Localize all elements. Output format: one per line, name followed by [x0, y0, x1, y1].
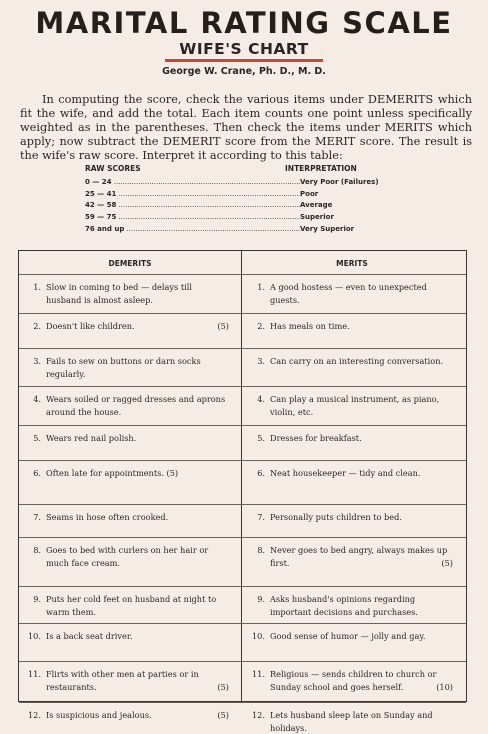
- item-text: Goes to bed with curlers on her hair or much face cream.: [46, 545, 209, 568]
- demerit-item: [21, 320, 229, 333]
- item-number: 3.: [33, 356, 41, 366]
- score-row: [85, 176, 405, 188]
- row-divider: [19, 313, 466, 314]
- item-weight: (5): [441, 557, 453, 568]
- score-rows: [85, 176, 405, 235]
- item-text: Doesn't like children.: [46, 321, 135, 331]
- chart-title: MARITAL RATING SCALE: [35, 6, 453, 40]
- score-interpretation: Poor: [300, 189, 319, 198]
- item-text-wrap: [270, 593, 453, 618]
- item-text-wrap: [270, 320, 453, 333]
- item-weight: (10): [436, 681, 453, 692]
- item-number: 2.: [33, 321, 41, 331]
- item-text: Often late for appointments. (5): [46, 468, 179, 478]
- item-text-wrap: [270, 355, 453, 368]
- demerit-item: [21, 467, 229, 480]
- demerit-item: [21, 281, 229, 306]
- demerit-item: [21, 432, 229, 445]
- item-text: Puts her cold feet on husband at night to warm them.: [46, 594, 217, 617]
- item-number: 10.: [27, 631, 41, 641]
- merit-item: [245, 630, 453, 643]
- item-text-wrap: [270, 467, 453, 480]
- item-text: Flirts with other men at parties or in restaurants.: [46, 669, 199, 692]
- item-text-wrap: [46, 668, 229, 693]
- demerit-item: [21, 544, 229, 569]
- item-number: 10.: [251, 631, 265, 641]
- demerit-item: [21, 355, 229, 380]
- merit-item: [245, 355, 453, 368]
- score-interpretation: Very Poor (Failures): [300, 177, 379, 186]
- item-number: 5.: [33, 433, 41, 443]
- item-text-wrap: [46, 281, 229, 306]
- item-number: 3.: [257, 356, 265, 366]
- item-text: Never goes to bed angry, always makes up first.: [270, 545, 448, 568]
- interpretation-header: INTERPRETATION: [285, 164, 357, 173]
- item-number: 5.: [257, 433, 265, 443]
- item-text: Has meals on time.: [270, 321, 350, 331]
- merit-item: [245, 668, 453, 693]
- item-text-wrap: [270, 511, 453, 524]
- item-text-wrap: [270, 432, 453, 445]
- item-weight: (5): [217, 681, 229, 692]
- item-text-wrap: [270, 668, 453, 693]
- item-number: 12.: [251, 710, 265, 720]
- item-text-wrap: [46, 393, 229, 418]
- item-text-wrap: [46, 355, 229, 380]
- demerit-item: [21, 593, 229, 618]
- demerit-item: [21, 511, 229, 524]
- item-text: Is a back seat driver.: [46, 631, 133, 641]
- score-table-header: [85, 164, 405, 176]
- item-text: Wears soiled or ragged dresses and aprons around the house.: [46, 394, 226, 417]
- score-interpretation: Very Superior: [300, 225, 355, 234]
- raw-scores-header: RAW SCORES: [85, 164, 141, 173]
- merit-item: [245, 511, 453, 524]
- rating-table: [18, 250, 467, 733]
- item-text-wrap: [46, 593, 229, 618]
- merit-item: [245, 709, 453, 734]
- demerit-item: [21, 709, 229, 722]
- item-text: Can play a musical instrument, as piano, violin, etc.: [270, 394, 440, 417]
- item-text: Lets husband sleep late on Sunday and holidays.: [270, 710, 433, 733]
- demerit-item: [21, 393, 229, 418]
- item-text: A good hostess — even to unexpected guests.: [270, 282, 427, 305]
- item-text: Good sense of humor — jolly and gay.: [270, 631, 426, 641]
- item-text-wrap: [46, 320, 229, 333]
- item-number: 8.: [33, 545, 41, 555]
- score-row: [85, 188, 405, 200]
- item-text: Personally puts children to bed.: [270, 512, 402, 522]
- item-number: 4.: [33, 394, 41, 404]
- item-number: 2.: [257, 321, 265, 331]
- item-text-wrap: [270, 630, 453, 643]
- score-interpretation: Average: [300, 201, 333, 210]
- score-range: 42 — 58 .....: [85, 201, 300, 209]
- item-number: 6.: [257, 468, 265, 478]
- score-row: [85, 200, 405, 212]
- item-text-wrap: [46, 432, 229, 445]
- item-weight: (5): [217, 321, 229, 331]
- item-number: 7.: [257, 512, 265, 522]
- item-number: 7.: [33, 512, 41, 522]
- demerits-header: DEMERITS: [108, 259, 152, 268]
- item-text-wrap: [270, 544, 453, 569]
- row-divider: [19, 504, 466, 505]
- row-divider: [19, 386, 466, 387]
- instructions-text: In computing the score, check the various items under DEMERITS which fit the wife, and add the total. Each item counts one point unless specifically weighted as in the parentheses. Then check the items under MERITS which apply; now subtract the DEMERIT score from the MERIT score. The result is the wife's raw score. Interpret it according to this table:: [20, 93, 472, 162]
- score-interpretation: Superior: [300, 213, 334, 222]
- item-number: 12.: [27, 710, 41, 720]
- row-divider: [19, 537, 466, 538]
- item-text: Neat housekeeper — tidy and clean.: [270, 468, 421, 478]
- row-divider: [19, 702, 466, 703]
- item-text-wrap: [46, 709, 229, 722]
- row-divider: [19, 348, 466, 349]
- item-text: Fails to sew on buttons or darn socks regularly.: [46, 356, 201, 379]
- item-number: 1.: [257, 282, 265, 292]
- author-line: George W. Crane, Ph. D., M. D.: [162, 66, 326, 77]
- row-divider: [19, 661, 466, 662]
- item-number: 4.: [257, 394, 265, 404]
- score-row: [85, 211, 405, 223]
- row-divider: [19, 586, 466, 587]
- row-divider: [19, 425, 466, 426]
- chart-subtitle: WIFE'S CHART: [179, 40, 309, 58]
- row-divider: [19, 460, 466, 461]
- demerit-item: [21, 668, 229, 693]
- merit-item: [245, 467, 453, 480]
- score-range: 0 — 24 .....: [85, 178, 300, 186]
- item-text-wrap: [270, 709, 453, 734]
- item-number: 9.: [257, 594, 265, 604]
- demerit-item: [21, 630, 229, 643]
- item-text-wrap: [46, 544, 229, 569]
- item-number: 11.: [27, 669, 41, 679]
- item-text: Religious — sends children to church or Sunday school and goes herself.: [270, 669, 437, 692]
- instructions: [20, 93, 472, 163]
- row-divider: [19, 623, 466, 624]
- item-number: 8.: [257, 545, 265, 555]
- merits-header: MERITS: [336, 259, 368, 268]
- item-text: Slow in coming to bed — delays till husband is almost asleep.: [46, 282, 192, 305]
- item-text: Wears red nail polish.: [46, 433, 137, 443]
- item-number: 6.: [33, 468, 41, 478]
- item-text-wrap: [270, 393, 453, 418]
- item-number: 1.: [33, 282, 41, 292]
- merit-item: [245, 593, 453, 618]
- score-range: 59 — 75 .....: [85, 213, 300, 221]
- item-text: Asks husband's opinions regarding important decisions and purchases.: [270, 594, 418, 617]
- merit-item: [245, 281, 453, 306]
- merit-item: [245, 432, 453, 445]
- item-text-wrap: [46, 630, 229, 643]
- item-text: Can carry on an interesting conversation.: [270, 356, 444, 366]
- item-number: 9.: [33, 594, 41, 604]
- merit-item: [245, 393, 453, 418]
- item-text-wrap: [46, 467, 229, 480]
- item-text-wrap: [270, 281, 453, 306]
- subtitle-underline: [165, 59, 323, 62]
- item-number: 11.: [251, 669, 265, 679]
- item-text: Dresses for breakfast.: [270, 433, 362, 443]
- merit-item: [245, 544, 453, 569]
- score-range: 25 — 41 .....: [85, 190, 300, 198]
- item-text: Is suspicious and jealous.: [46, 710, 152, 720]
- score-range: 76 and up .....: [85, 225, 300, 233]
- row-divider: [19, 274, 466, 275]
- item-text: Seams in hose often crooked.: [46, 512, 169, 522]
- item-weight: (5): [217, 710, 229, 720]
- score-interpretation-table: [85, 164, 405, 235]
- column-divider: [241, 251, 242, 701]
- item-text-wrap: [46, 511, 229, 524]
- merit-item: [245, 320, 453, 333]
- score-row: [85, 223, 405, 235]
